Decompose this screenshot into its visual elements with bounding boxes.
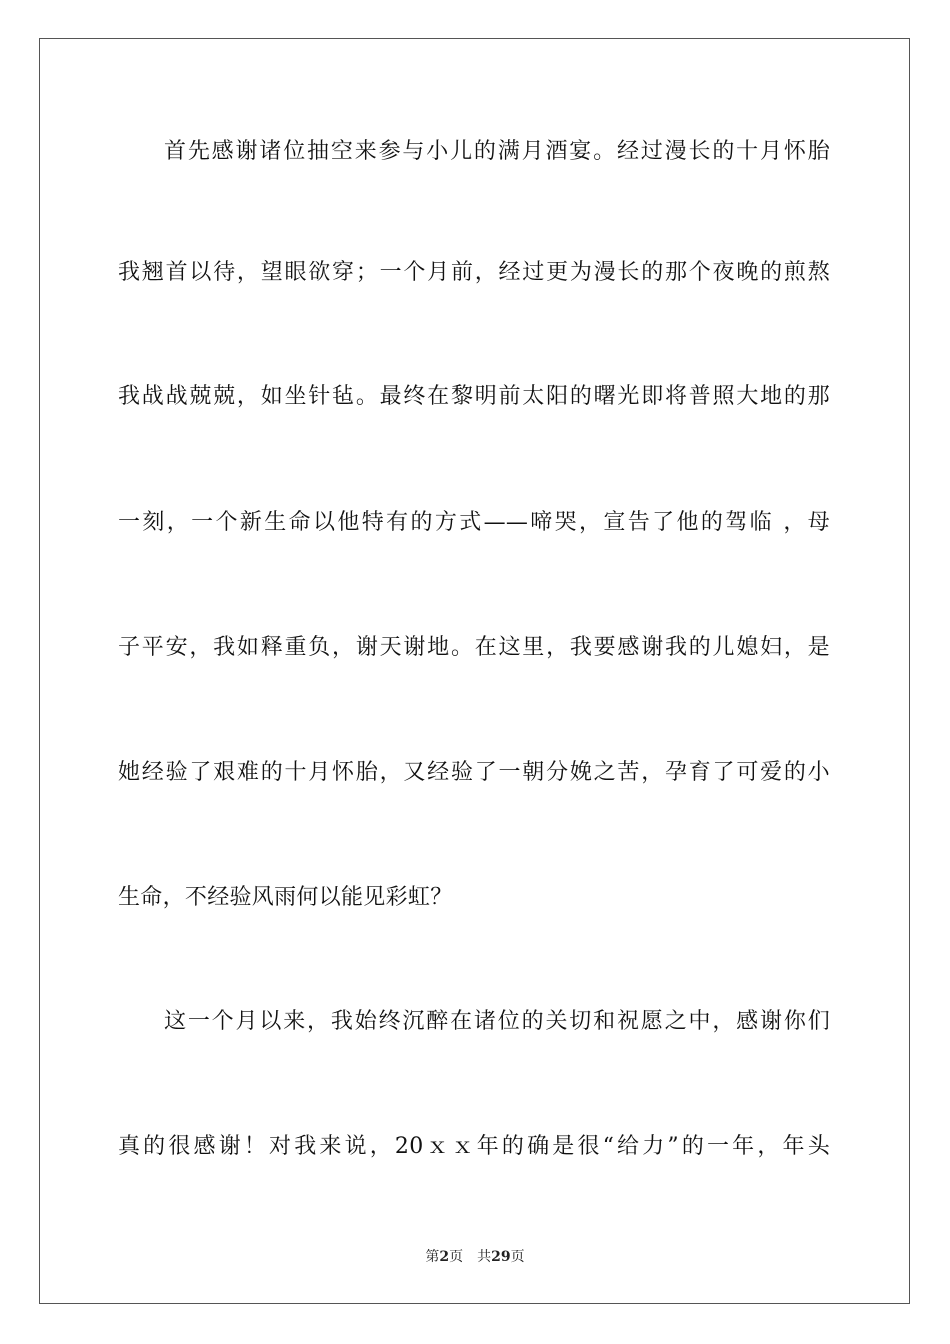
footer-page-current: 2 — [439, 1249, 450, 1265]
paragraph-1-line-6: 她经验了艰难的十月怀胎，又经验了一朝分娩之苦，孕育了可爱的小 — [118, 760, 830, 785]
paragraph-1-line-4: 一刻，一个新生命以他特有的方式——啼哭，宣告了他的驾临 ，母 — [118, 510, 830, 535]
paragraph-1-line-2: 我翘首以待，望眼欲穿；一个月前，经过更为漫长的那个夜晚的煎熬 — [118, 260, 830, 285]
paragraph-2-line-1: 这一个月以来，我始终沉醉在诸位的关切和祝愿之中，感谢你们 — [164, 1009, 830, 1034]
footer-page-total: 29 — [491, 1249, 511, 1265]
paragraph-1-line-7: 生命，不经验风雨何以能见彩虹？ — [118, 885, 453, 910]
paragraph-1-line-1: 首先感谢诸位抽空来参与小儿的满月酒宴。经过漫长的十月怀胎 — [164, 139, 830, 164]
paragraph-1-line-5: 子平安，我如释重负，谢天谢地。在这里，我要感谢我的儿媳妇，是 — [118, 635, 830, 660]
page-border — [39, 38, 910, 1304]
paragraph-1-line-3: 我战战兢兢，如坐针毡。最终在黎明前太阳的曙光即将普照大地的那 — [118, 384, 830, 409]
footer-page-prefix: 第 — [425, 1249, 440, 1265]
footer-page-mid: 页 共 — [449, 1249, 492, 1265]
page-footer — [0, 1246, 950, 1266]
paragraph-2-line-2: 真的很感谢！对我来说，20ｘｘ年的确是很“给力”的一年，年头 — [118, 1134, 830, 1159]
footer-page-suffix: 页 — [510, 1249, 525, 1265]
